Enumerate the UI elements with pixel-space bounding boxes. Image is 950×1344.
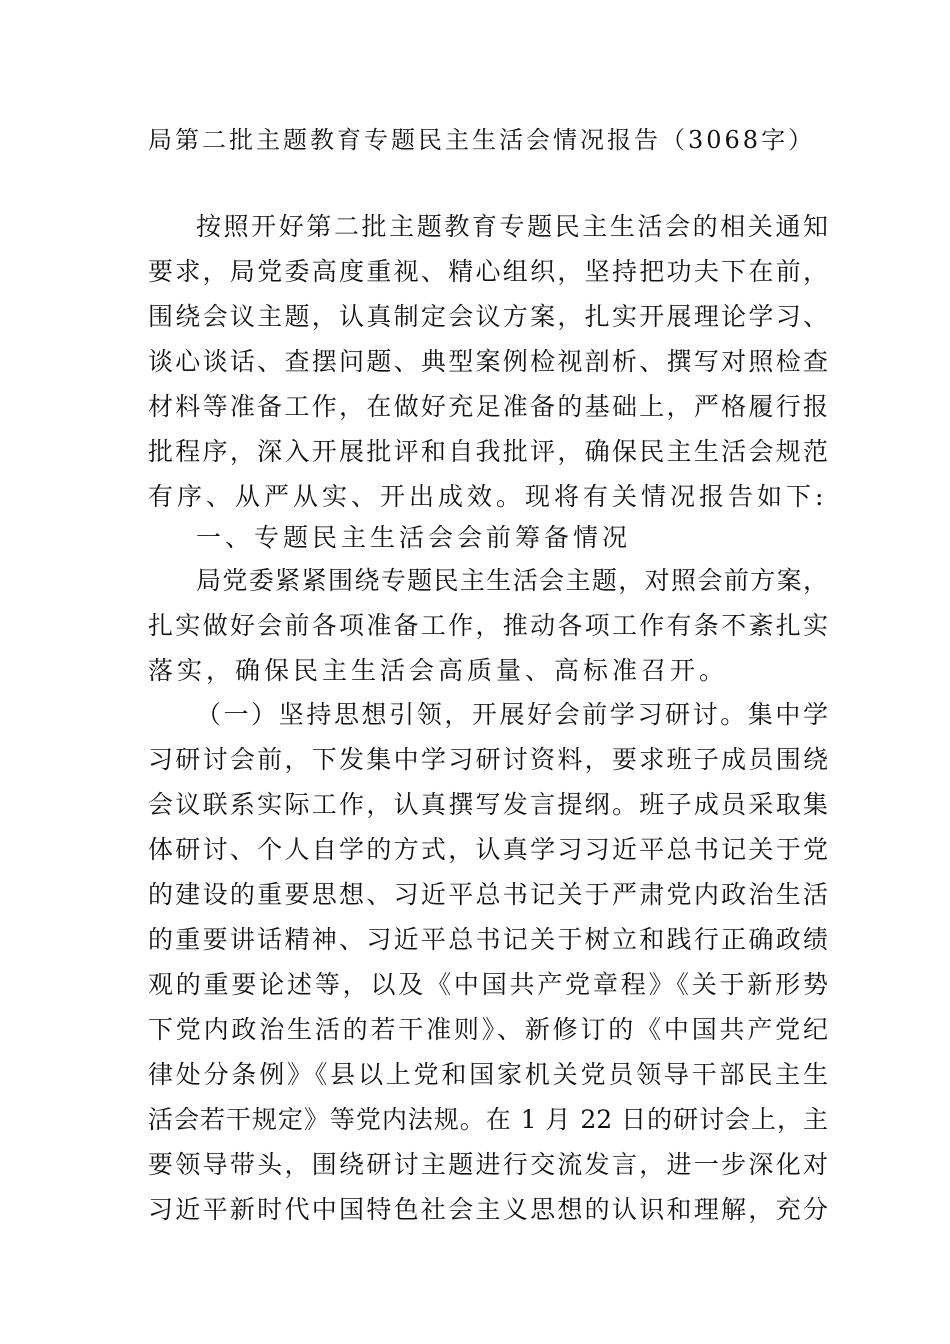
paragraph-line: 落实，确保民主生活会高质量、高标准召开。 [148,656,729,685]
paragraph-line: 下党内政治生活的若干准则》、新修订的《中国共产党纪 [148,1015,828,1044]
section-heading: 一、专题民主生活会会前筹备情况 [196,523,632,552]
paragraph-line: 按照开好第二批主题教育专题民主生活会的相关通知 [196,212,828,241]
paragraph-line: 有序、从严从实、开出成效。现将有关情况报告如下: [148,482,828,511]
paragraph-line: 习研讨会前，下发集中学习研讨资料，要求班子成员围绕 [148,745,828,774]
paragraph-line: 局党委紧紧围绕专题民主生活会主题，对照会前方案， [196,566,828,595]
paragraph-line: 活会若干规定》等党内法规。在 1 月 22 日的研讨会上，主 [148,1105,828,1134]
paragraph-line: 习近平新时代中国特色社会主义思想的认识和理解，充分 [148,1195,828,1224]
paragraph-line: 围绕会议主题，认真制定会议方案，扎实开展理论学习、 [148,302,828,331]
document-title: 局第二批主题教育专题民主生活会情况报告（3068字） [148,126,816,154]
paragraph-line: 要领导带头，围绕研讨主题进行交流发言，进一步深化对 [148,1150,828,1179]
paragraph-line: 扎实做好会前各项准备工作，推动各项工作有条不紊扎实 [148,611,828,640]
paragraph-line: 谈心谈话、查摆问题、典型案例检视剖析、撰写对照检查 [148,347,828,376]
paragraph-line: 的建设的重要思想、习近平总书记关于严肃党内政治生活 [148,880,828,909]
paragraph-line: 律处分条例》《县以上党和国家机关党员领导干部民主生 [148,1060,828,1089]
paragraph-line: 批程序，深入开展批评和自我批评，确保民主生活会规范 [148,437,828,466]
paragraph-line: 会议联系实际工作，认真撰写发言提纲。班子成员采取集 [148,790,828,819]
paragraph-line: 的重要讲话精神、习近平总书记关于树立和践行正确政绩 [148,925,828,954]
paragraph-line: 材料等准备工作，在做好充足准备的基础上，严格履行报 [148,392,828,421]
paragraph-line: 体研讨、个人自学的方式，认真学习习近平总书记关于党 [148,835,828,864]
paragraph-line: 要求，局党委高度重视、精心组织，坚持把功夫下在前， [148,257,828,286]
paragraph-line: （一）坚持思想引领，开展好会前学习研讨。集中学 [196,700,828,729]
paragraph-line: 观的重要论述等，以及《中国共产党章程》《关于新形势 [148,970,828,999]
